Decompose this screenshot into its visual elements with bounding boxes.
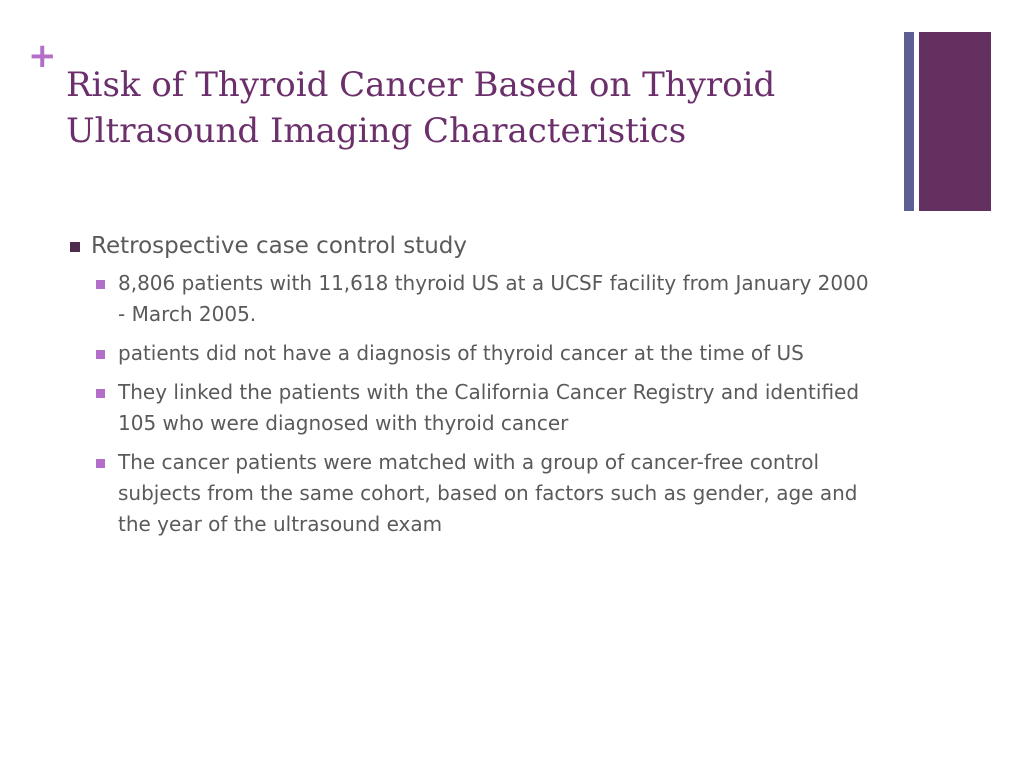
bullet-list <box>68 228 878 548</box>
sub-bullet-item <box>91 447 878 540</box>
square-bullet-icon <box>96 459 105 468</box>
sub-bullet-item <box>91 338 878 369</box>
square-bullet-icon <box>70 242 80 252</box>
sub-bullet-text: The cancer patients were matched with a group of cancer-free control subjects from the same cohort, based on factors such as gender, age and the year of the ultrasound exam <box>118 450 858 536</box>
sub-bullet-text: They linked the patients with the California Cancer Registry and identified 105 who were diagnosed with thyroid cancer <box>118 380 860 435</box>
accent-bar-thin <box>904 32 914 211</box>
slide-title: Risk of Thyroid Cancer Based on Thyroid Ultrasound Imaging Characteristics <box>66 65 776 151</box>
bullet-text: Retrospective case control study <box>91 233 468 259</box>
bullet-item <box>68 228 878 540</box>
sub-bullet-item <box>91 268 878 330</box>
sub-bullet-list <box>91 268 878 540</box>
sub-bullet-text: patients did not have a diagnosis of thyroid cancer at the time of US <box>118 341 804 365</box>
sub-bullet-item <box>91 377 878 439</box>
square-bullet-icon <box>96 350 105 359</box>
sub-bullet-text: 8,806 patients with 11,618 thyroid US at a UCSF facility from January 2000 - March 2005. <box>118 271 869 326</box>
plus-decoration: + <box>28 36 57 76</box>
square-bullet-icon <box>96 280 105 289</box>
square-bullet-icon <box>96 389 105 398</box>
accent-bar-thick <box>919 32 991 211</box>
